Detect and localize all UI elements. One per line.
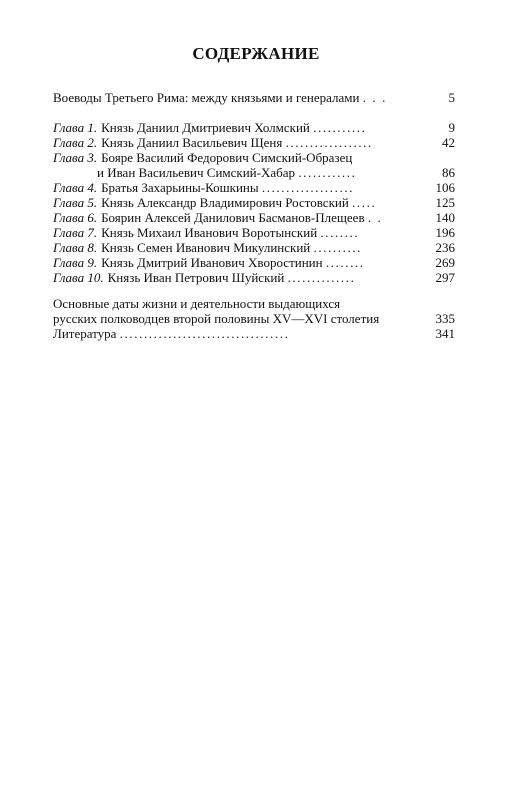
leader-dots: ........ — [320, 225, 360, 240]
entry-title: Князь Александр Владимирович Ростовский — [101, 195, 349, 210]
entry-title: Братья Захарьины-Кошкины — [101, 180, 259, 195]
page-number: 341 — [435, 326, 455, 341]
entry-title: Князь Семен Иванович Микулинский — [101, 240, 311, 255]
page-number: 335 — [435, 311, 455, 326]
toc-entry-chapter-5 — [53, 195, 455, 210]
leader-dots: ........... — [313, 120, 367, 135]
toc-entry-chapter-7 — [53, 225, 455, 240]
toc-entry-chapter-1 — [53, 120, 455, 135]
page-number: 140 — [435, 210, 455, 225]
chapter-number: Глава 1. — [53, 120, 98, 135]
leader-dots: ............ — [298, 165, 357, 180]
leader-dots: . . — [367, 210, 383, 225]
toc-entry-chapter-3-cont — [53, 165, 455, 180]
entry-title-continued: русских полководцев второй половины XV—XVI столетия — [53, 311, 380, 326]
entry-title-continued: и Иван Васильевич Симский-Хабар — [97, 165, 296, 180]
entry-title: Князь Даниил Васильевич Щеня — [101, 135, 283, 150]
page-number: 297 — [435, 270, 455, 285]
page-number: 106 — [435, 180, 455, 195]
chapter-number: Глава 3. — [53, 150, 98, 165]
page-number: 125 — [435, 195, 455, 210]
toc-entry-chapter-8 — [53, 240, 455, 255]
leader-dots: .......... — [313, 240, 363, 255]
page-number: 86 — [442, 165, 455, 180]
leader-dots: ..... — [352, 195, 377, 210]
toc-intro — [53, 90, 455, 105]
toc-entry-chapter-3 — [53, 150, 455, 165]
leader-dots: ........ — [325, 255, 365, 270]
toc-entry-chapter-10 — [53, 270, 455, 285]
page-number: 236 — [435, 240, 455, 255]
toc-entry — [53, 90, 455, 105]
toc-entry-chapter-9 — [53, 255, 455, 270]
leader-dots: .................. — [285, 135, 373, 150]
leader-dots: ................... — [261, 180, 355, 195]
page-number: 9 — [448, 120, 455, 135]
page-number: 5 — [448, 90, 455, 105]
entry-title: Князь Дмитрий Иванович Хворостинин — [101, 255, 323, 270]
entry-title: Литература — [53, 326, 117, 341]
leader-dots: ................................... — [119, 326, 290, 341]
leader-dots: . . . — [362, 90, 387, 105]
chapter-number: Глава 7. — [53, 225, 98, 240]
toc-chapters — [53, 120, 455, 285]
page-title: СОДЕРЖАНИЕ — [192, 44, 320, 63]
entry-title: Князь Иван Петрович Шуйский — [107, 270, 285, 285]
page-number: 196 — [435, 225, 455, 240]
entry-title: Воеводы Третьего Рима: между князьями и генералами — [53, 90, 360, 105]
chapter-number: Глава 6. — [53, 210, 98, 225]
toc-entry-chapter-4 — [53, 180, 455, 195]
entry-title: Боярин Алексей Данилович Басманов-Плещеев — [101, 210, 365, 225]
chapter-number: Глава 4. — [53, 180, 98, 195]
toc-entry-appendix-line2 — [53, 311, 455, 326]
chapter-number: Глава 9. — [53, 255, 98, 270]
entry-title: Бояре Василий Федорович Симский-Образец — [101, 150, 353, 165]
chapter-number: Глава 8. — [53, 240, 98, 255]
toc-entry-chapter-2 — [53, 135, 455, 150]
leader-dots: .............. — [287, 270, 356, 285]
toc-entry-appendix-line1 — [53, 296, 455, 311]
chapter-number: Глава 10. — [53, 270, 104, 285]
toc-entry-literature — [53, 326, 455, 341]
entry-title: Основные даты жизни и деятельности выдающихся — [53, 296, 341, 311]
entry-title: Князь Михаил Иванович Воротынский — [101, 225, 318, 240]
page-number: 269 — [435, 255, 455, 270]
toc-entry-chapter-6 — [53, 210, 455, 225]
chapter-number: Глава 2. — [53, 135, 98, 150]
toc-back-matter — [53, 296, 455, 341]
entry-title: Князь Даниил Дмитриевич Холмский — [101, 120, 310, 135]
page-number: 42 — [442, 135, 455, 150]
chapter-number: Глава 5. — [53, 195, 98, 210]
